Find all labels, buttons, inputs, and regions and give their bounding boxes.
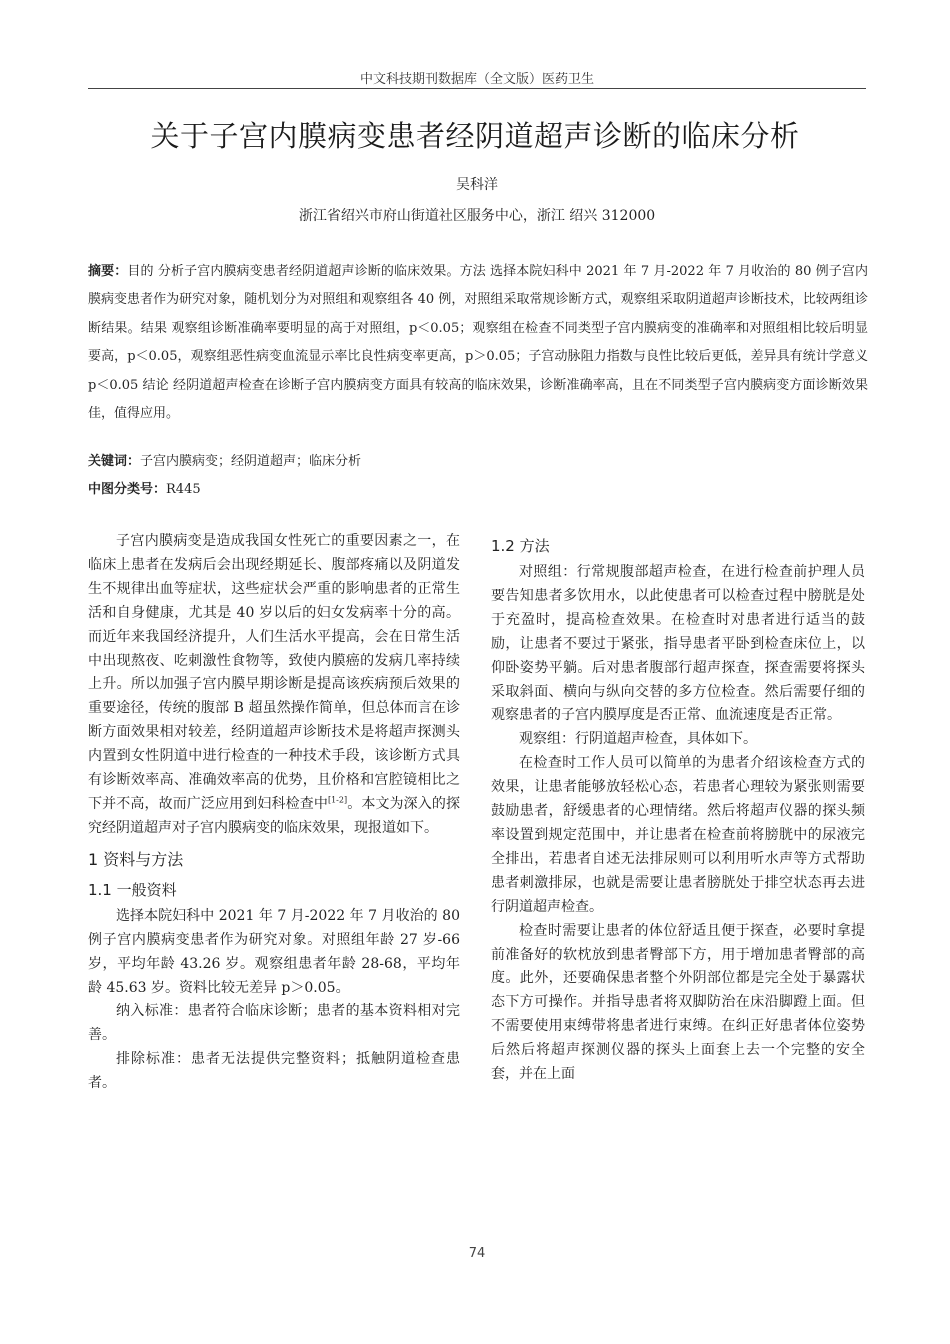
header-rule (88, 88, 866, 89)
classification-text: R445 (166, 482, 201, 497)
subsection-heading-general: 1.1 一般资料 (88, 880, 177, 899)
keywords-label: 关键词： (88, 454, 141, 469)
inclusion-criteria-paragraph: 纳入标准：患者符合临床诊断；患者的基本资料相对完善。 (88, 1003, 460, 1044)
keywords-line (88, 450, 361, 469)
right-column (491, 533, 865, 1087)
control-group-paragraph: 对照组：行常规腹部超声检查，在进行检查前护理人员要告知患者多饮用水，以此使患者可以检查过程中膀胱是处于充盈时，提高检查效果。在检查时对患者进行适当的鼓励，让患者不要过于紧张，指导患者平卧到检查床位上，以仰卧姿势平躺。后对患者腹部行超声探查，探查需要将探头采取斜面、横向与纵向交替的多方位检查。然后需要仔细的观察患者的子宫内膜厚度是否正常、血流速度是否正常。 (491, 564, 865, 724)
section-heading-materials: 1 资料与方法 (88, 849, 184, 869)
left-column (88, 530, 460, 1096)
author-affiliation: 浙江省绍兴市府山街道社区服务中心，浙江 绍兴 312000 (298, 208, 656, 224)
abstract-block (88, 258, 868, 428)
observation-group-paragraph: 观察组：行阴道超声检查，具体如下。 (519, 731, 757, 748)
page-number: 74 (468, 1246, 486, 1261)
examination-paragraph-1: 在检查时工作人员可以简单的为患者介绍该检查方式的效果，让患者能够放轻松心态，若患者心理较为紧张则需要鼓励患者，舒缓患者的心理情绪。然后将超声仪器的探头频率设置到规定范围中，并让患者在检查前将膀胱中的尿液完全排出，若患者自述无法排尿则可以利用听水声等方式帮助患者刺激排尿，也就是需要让患者膀胱处于排空状态再去进行阴道超声检查。 (491, 755, 865, 915)
journal-header: 中文科技期刊数据库（全文版）医药卫生 (359, 72, 594, 87)
intro-paragraph: 子宫内膜病变是造成我国女性死亡的重要因素之一，在临床上患者在发病后会出现经期延长、腹部疼痛以及阴道发生不规律出血等症状，这些症状会严重的影响患者的正常生活和自身健康，尤其是 40 岁以后的妇女发病率十分的高。而近年来我国经济提升，人们生活水平提高，会在日常生活中出现熬夜、吃刺激性食物等，致使内膜癌的发病几率持续上升。所以加强子宫内膜早期诊断是提高该疾病预后效果的重要途径，传统的腹部 B 超虽然操作简单，但总体而言在诊断方面效果相对较差，经阴道超声诊断技术是将超声探测头内置到女性阴道中进行检查的一种技术手段，该诊断方式具有诊断效率高、准确效率高的优势，且价格和宫腔镜相比之下并不高，故而广泛应用到妇科检查中[1-2]。本文为深入的探究经阴道超声对子宫内膜病变的临床效果，现报道如下。 (88, 533, 461, 836)
abstract-label: 摘要： (88, 264, 128, 279)
keywords-text: 子宫内膜病变；经阴道超声；临床分析 (140, 454, 362, 469)
exclusion-criteria-paragraph: 排除标准：患者无法提供完整资料；抵触阴道检查患者。 (88, 1051, 460, 1092)
classification-label: 中图分类号： (88, 482, 167, 497)
abstract-text: 目的 分析子宫内膜病变患者经阴道超声诊断的临床效果。方法 选择本院妇科中 2021 年 7 月-2022 年 7 月收治的 80 例子宫内膜病变患者作为研究对象，随机划分为对照组和观察组各 40 例，对照组采取常规诊断方式，观察组采取阴道超声诊断技术，比较两组诊断结果。结果 观察组诊断准确率要明显的高于对照组，p＜0.05；观察组在检查不同类型子宫内膜病变的准确率和对照组相比较后明显要高，p＜0.05，观察组恶性病变血流显示率比良性病变率更高，p＞0.05；子宫动脉阻力指数与良性比较后更低，差异具有统计学意义 p＜0.05 结论 经阴道超声检查在诊断子宫内膜病变方面具有较高的临床效果，诊断准确率高，且在不同类型子宫内膜病变方面诊断效果佳，值得应用。 (88, 264, 868, 422)
author-name: 吴科洋 (456, 177, 498, 193)
general-data-paragraph: 选择本院妇科中 2021 年 7 月-2022 年 7 月收治的 80 例子宫内膜病变患者作为研究对象。对照组年龄 27 岁-66 岁，平均年龄 43.26 岁。观察组患者年龄 28-68，平均年龄 45.63 岁。资料比较无差异 p＞0.05。 (88, 907, 460, 996)
article-title: 关于子宫内膜病变患者经阴道超声诊断的临床分析 (150, 119, 800, 153)
citation-ref: [1-2] (327, 795, 348, 805)
subsection-heading-method: 1.2 方法 (491, 537, 550, 555)
classification-line (88, 478, 201, 497)
examination-paragraph-2: 检查时需要让患者的体位舒适且便于探查，必要时拿提前准备好的软枕放到患者臀部下方，用于增加患者臀部的高度。此外，还要确保患者整个外阴部位都是完全处于暴露状态下方可操作。并指导患者将双脚防治在床沿脚蹬上面。但不需要使用束缚带将患者进行束缚。在纠正好患者体位姿势后然后将超声探测仪器的探头上面套上去一个完整的安全套，并在上面 (491, 922, 865, 1083)
